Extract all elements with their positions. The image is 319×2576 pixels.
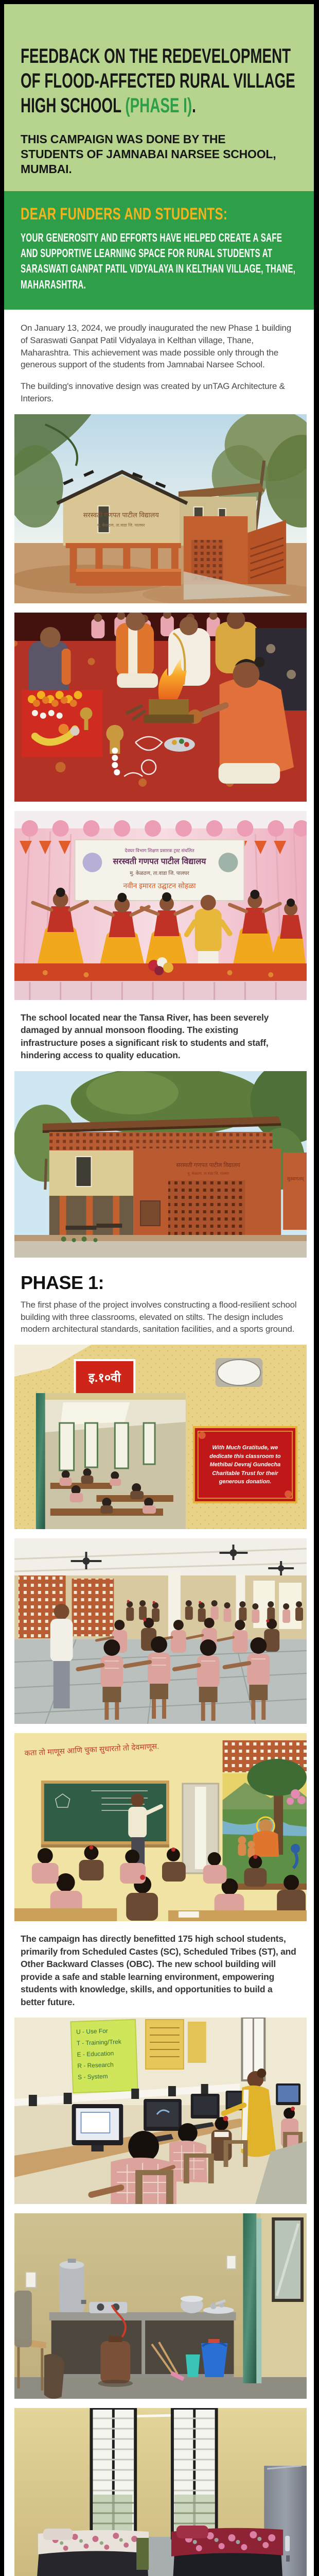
poster-line-3: E - Education xyxy=(77,2049,114,2058)
greeting-message: YOUR GENEROSITY AND EFFORTS HAVE HELPED CREATE A SAFE AND SUPPORTIVE LEARNING SPACE FOR RURAL STUDENTS AT SARASWATI GANPAT PATIL VIDYALAYA IN KELTHAN VILLAGE, THANE, MAHARASHTRA. xyxy=(21,230,296,291)
phase-heading: PHASE 1: xyxy=(21,1272,104,1293)
greeting-banner xyxy=(4,191,314,310)
photo-assembly-pledge xyxy=(14,1538,307,1724)
green-chart-poster xyxy=(70,2020,137,2093)
bed-right xyxy=(171,2526,283,2576)
entrance-wall xyxy=(133,1148,281,1242)
poster-line-5: S - System xyxy=(77,2072,108,2081)
banner-school-name: सरस्वती गणपत पाटील विद्यालय xyxy=(113,857,206,866)
poster-line-1: U - Use For xyxy=(76,2027,109,2036)
body-content-3 xyxy=(4,1272,314,1335)
wall-school-name: सरस्वती गणपत पाटील विद्यालय xyxy=(176,1162,240,1168)
photo-stage-dance-performance xyxy=(14,811,307,1000)
gable-school-address: मु. केळठण, ता.वाडा जि. पालघर xyxy=(97,522,145,528)
yellow-posters xyxy=(146,2020,206,2069)
photo-classroom-teacher-mural xyxy=(14,1733,307,1921)
poster-line-4: R - Research xyxy=(77,2061,114,2070)
concrete-ground xyxy=(14,1241,307,1258)
bed-left xyxy=(36,2529,149,2576)
body-content-4 xyxy=(4,1933,314,2008)
window-right xyxy=(172,2408,217,2538)
header xyxy=(4,4,314,191)
welcome-text: सुस्वागतम् xyxy=(287,1176,304,1181)
paragraph-architect: The building's innovative design was created by unTAG Architecture & Interiors. xyxy=(21,381,285,403)
puja-plate xyxy=(164,737,195,752)
class-sign xyxy=(75,1360,135,1394)
door-frame xyxy=(243,2213,261,2383)
photo-hostel-bedroom xyxy=(14,2408,307,2576)
campaign-update-page xyxy=(4,4,314,2576)
photo-building-front-jali xyxy=(14,1071,307,1258)
paragraph-flood-damage: The school located near the Tansa River, has been severely damaged by annual monsoon flooding. The existing infrastructure poses a significant risk to students and staff, hindering access to quality education. xyxy=(21,1012,269,1061)
photo-computer-lab xyxy=(14,2018,307,2204)
window-left xyxy=(91,2408,135,2538)
gratitude-banner-text: With Much Gratitude, we dedicate this classroom to Methibai Devraj Gundecha Charitable Trust for their generous donation. xyxy=(209,1445,281,1485)
body-content-2 xyxy=(4,1011,314,1062)
photo-school-building-exterior xyxy=(14,414,307,603)
class-sign-text: इ.१०वी xyxy=(88,1371,121,1385)
title-line-3: HIGH SCHOOL (PHASE I). xyxy=(21,94,196,117)
upper-jali-band xyxy=(49,1132,272,1150)
banner-address: मु. केळठण, ता.वाडा जि. पालघर xyxy=(130,870,189,876)
wall-lamp xyxy=(216,1358,263,1387)
title-period: . xyxy=(192,94,196,117)
switch-plate xyxy=(26,2272,36,2287)
title-line-2: OF FLOOD-AFFECTED RURAL VILLAGE xyxy=(21,69,295,92)
switch-plate-2 xyxy=(227,2256,236,2269)
paragraph-impact: The campaign has directly benefitted 175 high school students, primarily from Scheduled Castes (SC), Scheduled Tribes (ST), and Other Backward Classes (OBC). The new school building will provide a safe and stable learning environment, empowering students with knowledge, skills, and opportunities to build a better future. xyxy=(21,1934,296,2007)
stilt-undercroft xyxy=(49,1196,133,1241)
gable-school-name: सरस्वती गणपत पाटील विद्यालय xyxy=(83,511,159,519)
photo-inauguration-havan-ceremony xyxy=(14,613,307,802)
poster-line-2: T - Training/Trek xyxy=(76,2038,122,2047)
offerings-table xyxy=(22,690,102,757)
wall-address: मु. केळठण, ता.वाडा जि. पालघर xyxy=(187,1172,229,1176)
stage-skirt-curtain xyxy=(14,981,307,1000)
paragraph-phase1: The first phase of the project involves constructing a flood-resilient school building with three classrooms, elevated on stilts. The design includes modern architectural standards, sanitation facilities, and a sports ground. xyxy=(21,1299,297,1334)
blackboard xyxy=(41,1781,169,1848)
stage-banner xyxy=(75,840,244,901)
wall-quote: कता तो माणूस आणि चुका सुधारतो तो देवमाणूस. xyxy=(24,1742,160,1758)
subtitle: THIS CAMPAIGN WAS DONE BY THE STUDENTS OF JAMNABAI NARSEE SCHOOL, MUMBAI. xyxy=(21,132,276,176)
body-content xyxy=(4,322,314,405)
doorway xyxy=(36,1393,186,1529)
gas-stove xyxy=(89,2302,127,2313)
mirror xyxy=(272,2217,304,2302)
paragraph-inauguration: On January 13, 2024, we proudly inaugurated the new Phase 1 building of Saraswati Ganpat Patil Vidyalaya in Kelthan village, Thane, Maharashtra. This achievement was made possible only through the generous support of the students from Jamnabai Narsee School. xyxy=(21,323,292,370)
title-phase: (PHASE I) xyxy=(125,94,192,117)
photo-classroom-doorway xyxy=(14,1345,307,1529)
page-title xyxy=(21,44,299,118)
gratitude-banner xyxy=(194,1427,296,1502)
welcome-wall xyxy=(283,1153,307,1230)
title-line-1: FEEDBACK ON THE REDEVELOPMENT xyxy=(21,44,291,67)
banner-trust-line: देवघर विभाग शिक्षण प्रसारक ट्रस्ट संचलित xyxy=(125,848,194,853)
greeting-heading: DEAR FUNDERS AND STUDENTS: xyxy=(21,204,228,223)
teacher xyxy=(50,1604,73,1708)
banner-event-name: नवीन इमारत उद्घाटन सोहळा xyxy=(123,881,196,890)
photo-kitchen-room xyxy=(14,2213,307,2399)
water-filter xyxy=(60,2259,86,2312)
